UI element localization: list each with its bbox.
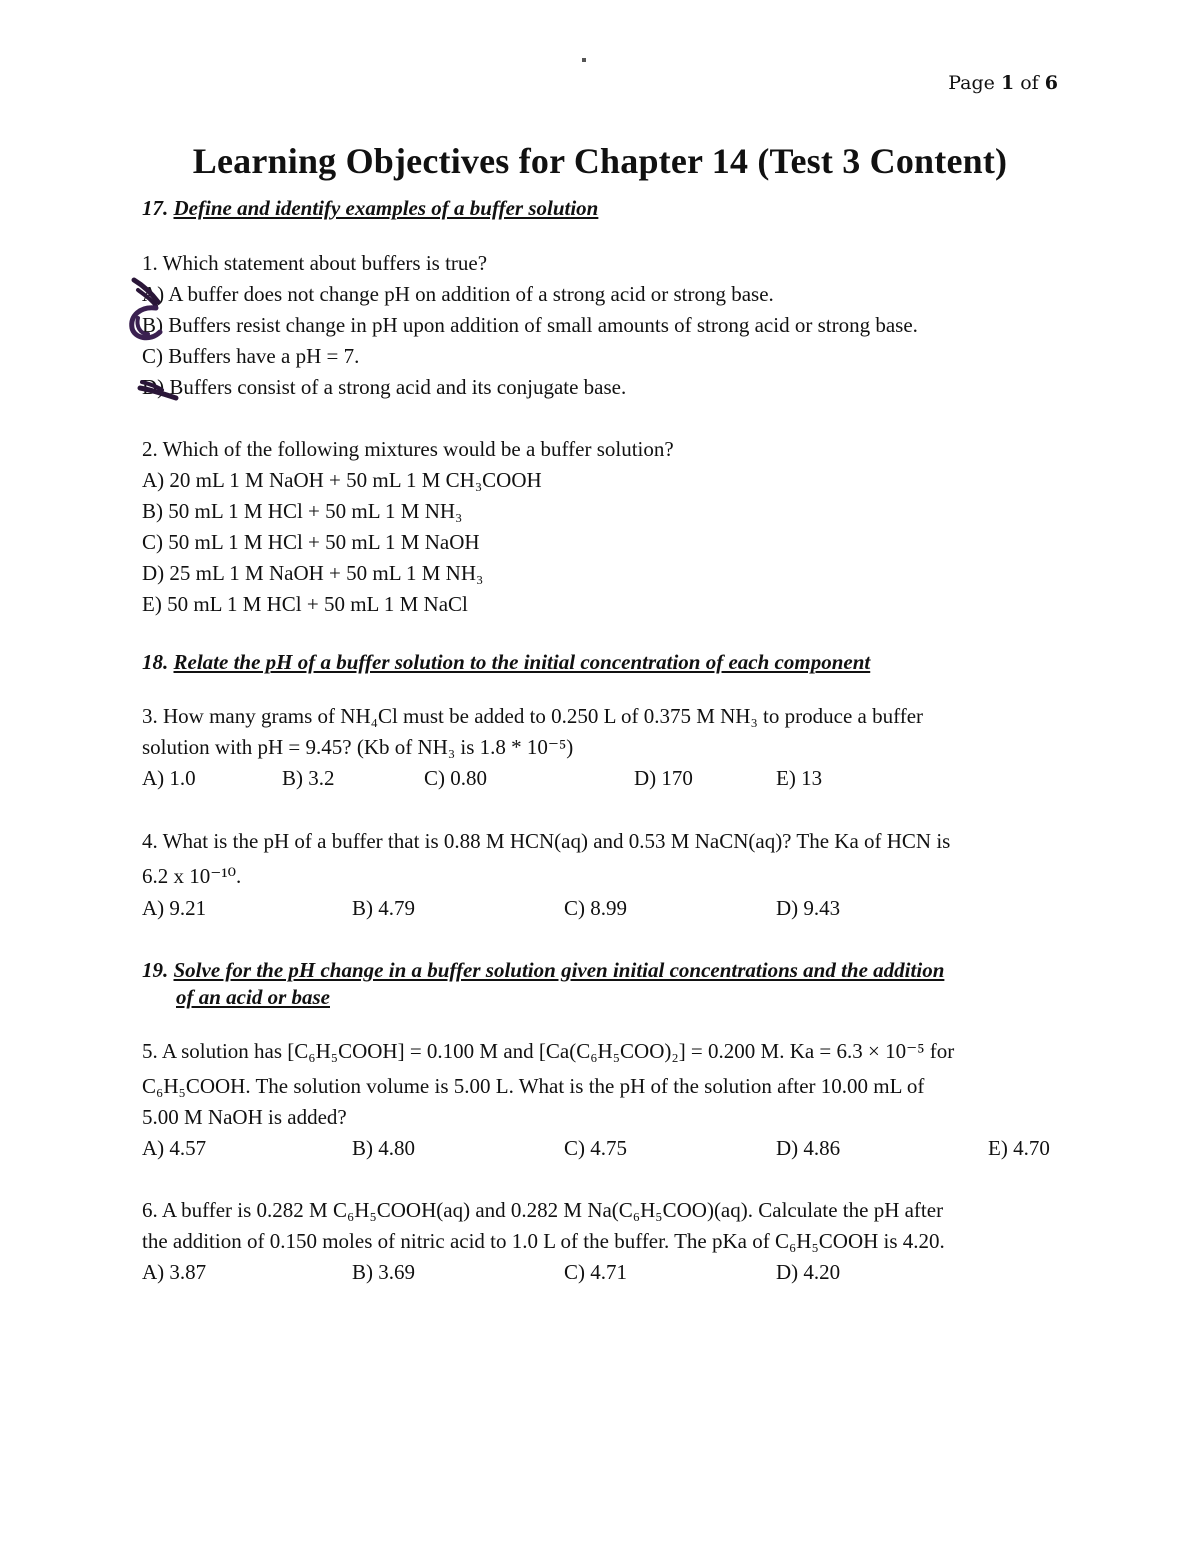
answer-e: E) 13 xyxy=(776,766,823,790)
objective-19 xyxy=(142,958,944,983)
answer-d: D) 4.20 xyxy=(776,1260,841,1284)
header-dot xyxy=(582,58,586,62)
objective-17 xyxy=(142,196,598,221)
objective-text-line-1: Solve for the pH change in a buffer solution given initial concentrations and the addition xyxy=(173,958,945,982)
objective-text: Relate the pH of a buffer solution to the initial concentration of each component xyxy=(173,650,871,674)
answer-c: C) 8.99 xyxy=(564,896,627,920)
answer-a: A) 3.87 xyxy=(142,1260,207,1284)
question-1-option-d: D) Buffers consist of a strong acid and its conjugate base. xyxy=(142,375,627,399)
question-2-option-a: A) 20 mL 1 M NaOH + 50 mL 1 M CH₃COOH xyxy=(142,468,542,492)
question-4-line-2: 6.2 x 10⁻¹⁰. xyxy=(142,864,242,888)
objective-18 xyxy=(142,650,870,675)
question-1-option-a: A) A buffer does not change pH on addition of a strong acid or strong base. xyxy=(142,282,774,306)
question-6-line-2: the addition of 0.150 moles of nitric acid to 1.0 L of the buffer. The pKa of C₆H₅COOH is 4.20. xyxy=(142,1229,945,1253)
answer-b: B) 3.2 xyxy=(282,766,335,790)
question-4-line-1: 4. What is the pH of a buffer that is 0.88 M HCN(aq) and 0.53 M NaCN(aq)? The Ka of HCN is xyxy=(142,829,951,853)
answer-e: E) 4.70 xyxy=(988,1136,1050,1160)
handwritten-answer-mark xyxy=(126,272,186,402)
page-current: 1 xyxy=(1000,72,1015,94)
answer-c: C) 0.80 xyxy=(424,766,487,790)
answer-a: A) 9.21 xyxy=(142,896,207,920)
question-2-option-c: C) 50 mL 1 M HCl + 50 mL 1 M NaOH xyxy=(142,530,480,554)
answer-d: D) 170 xyxy=(634,766,693,790)
answer-d: D) 4.86 xyxy=(776,1136,841,1160)
answer-c: C) 4.71 xyxy=(564,1260,627,1284)
objective-number: 18. xyxy=(142,650,169,674)
objective-text-line-2: of an acid or base xyxy=(176,985,330,1009)
question-3-line-1: 3. How many grams of NH₄Cl must be added to 0.250 L of 0.375 M NH₃ to produce a buffer xyxy=(142,704,924,728)
objective-19-continued xyxy=(176,985,330,1010)
page-total: 6 xyxy=(1044,72,1058,94)
page-of: of xyxy=(1020,72,1039,94)
question-1-stem: 1. Which statement about buffers is true? xyxy=(142,251,488,275)
question-5-line-2: C₆H₅COOH. The solution volume is 5.00 L. What is the pH of the solution after 10.00 mL of xyxy=(142,1074,925,1098)
answer-d: D) 9.43 xyxy=(776,896,841,920)
question-1-option-c: C) Buffers have a pH = 7. xyxy=(142,344,360,368)
answer-a: A) 4.57 xyxy=(142,1136,207,1160)
answer-a: A) 1.0 xyxy=(142,766,196,790)
question-3-line-2: solution with pH = 9.45? (Kb of NH₃ is 1.8 * 10⁻⁵) xyxy=(142,735,574,759)
question-6-line-1: 6. A buffer is 0.282 M C₆H₅COOH(aq) and 0.282 M Na(C₆H₅COO)(aq). Calculate the pH after xyxy=(142,1198,944,1222)
page-number xyxy=(948,72,1058,94)
objective-number: 19. xyxy=(142,958,169,982)
question-2-option-d: D) 25 mL 1 M NaOH + 50 mL 1 M NH₃ xyxy=(142,561,484,585)
objective-text: Define and identify examples of a buffer solution xyxy=(173,196,599,220)
question-2-option-e: E) 50 mL 1 M HCl + 50 mL 1 M NaCl xyxy=(142,592,468,616)
objective-number: 17. xyxy=(142,196,169,220)
question-5-line-3: 5.00 M NaOH is added? xyxy=(142,1105,347,1129)
answer-b: B) 4.79 xyxy=(352,896,415,920)
question-2-option-b: B) 50 mL 1 M HCl + 50 mL 1 M NH₃ xyxy=(142,499,463,523)
question-1-option-b: B) Buffers resist change in pH upon addition of small amounts of strong acid or strong base. xyxy=(142,313,918,337)
answer-b: B) 3.69 xyxy=(352,1260,415,1284)
question-5-line-1: 5. A solution has [C₆H₅COOH] = 0.100 M and [Ca(C₆H₅COO)₂] = 0.200 M. Ka = 6.3 × 10⁻⁵ for xyxy=(142,1039,955,1063)
question-2-stem: 2. Which of the following mixtures would be a buffer solution? xyxy=(142,437,674,461)
page-prefix: Page xyxy=(948,72,995,94)
page-title: Learning Objectives for Chapter 14 (Test 3 Content) xyxy=(192,141,1008,181)
answer-c: C) 4.75 xyxy=(564,1136,627,1160)
answer-b: B) 4.80 xyxy=(352,1136,415,1160)
